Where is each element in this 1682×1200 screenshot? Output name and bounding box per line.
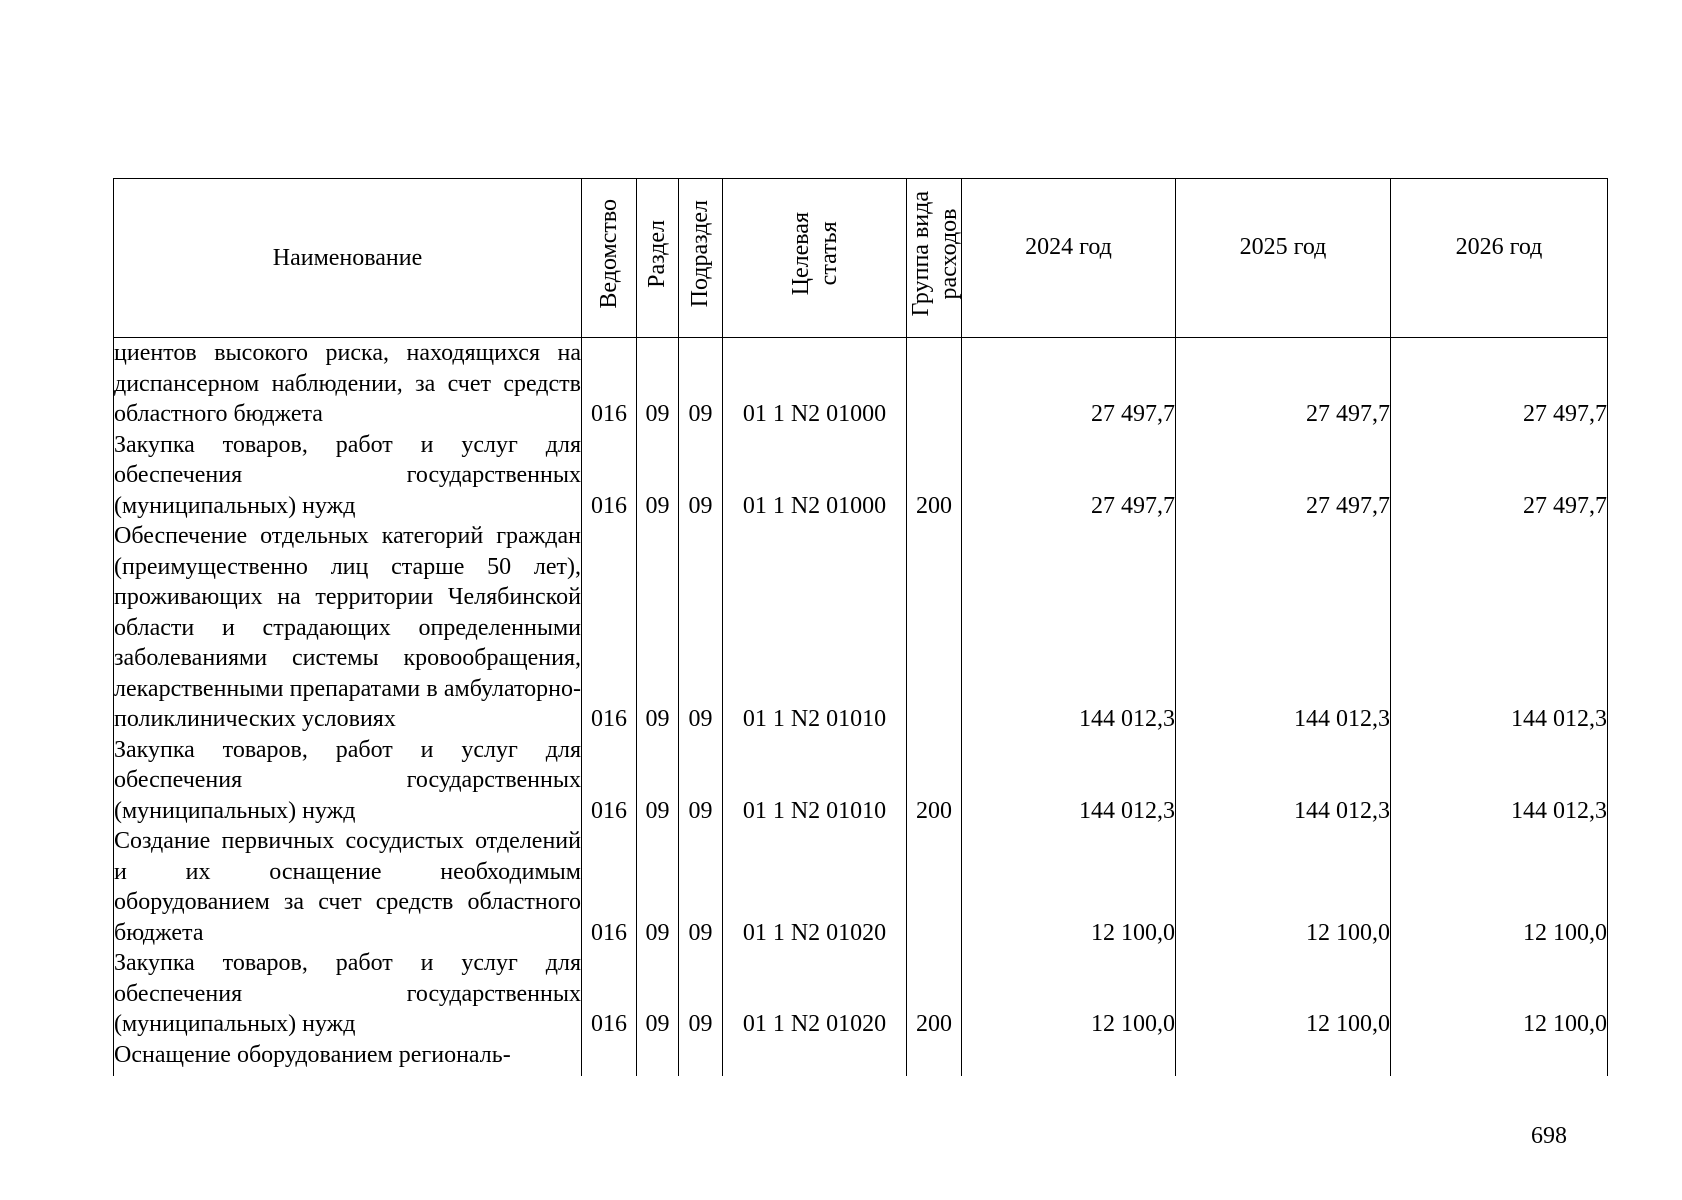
header-year-2025-label: 2025 год: [1239, 233, 1327, 260]
row-section: 09: [637, 430, 679, 522]
row-expense-group: [907, 338, 962, 430]
row-subsection: 09: [679, 826, 723, 948]
row-expense-group: [907, 1040, 962, 1076]
row-department: 016: [582, 430, 637, 522]
row-department: [582, 1040, 637, 1076]
header-year-2024: [962, 179, 1176, 338]
table-row: [114, 430, 1608, 522]
row-subsection: 09: [679, 430, 723, 522]
row-department: 016: [582, 735, 637, 827]
table-row: [114, 338, 1608, 430]
row-target: 01 1 N2 01010: [723, 735, 907, 827]
row-section: 09: [637, 521, 679, 735]
row-section: 09: [637, 735, 679, 827]
row-value-2024: [962, 1040, 1176, 1076]
header-year-2025: [1176, 179, 1391, 338]
budget-table: [113, 178, 1608, 1076]
header-expense-group-label: Группа вида расходов: [908, 191, 962, 317]
row-value-2025: 27 497,7: [1176, 430, 1391, 522]
row-value-2024: 12 100,0: [962, 948, 1176, 1040]
row-department: 016: [582, 948, 637, 1040]
header-year-2026-label: 2026 год: [1455, 233, 1543, 260]
row-expense-group: 200: [907, 948, 962, 1040]
row-value-2024: 27 497,7: [962, 338, 1176, 430]
row-name: Закупка товаров, работ и услуг для обеспечения государственных (муниципальных) нужд: [114, 735, 582, 827]
row-department: 016: [582, 338, 637, 430]
header-subsection: [679, 179, 723, 338]
row-expense-group: 200: [907, 430, 962, 522]
row-value-2025: 144 012,3: [1176, 735, 1391, 827]
row-value-2026: 12 100,0: [1391, 948, 1608, 1040]
row-value-2025: 144 012,3: [1176, 521, 1391, 735]
row-target: 01 1 N2 01020: [723, 826, 907, 948]
header-subsection-label: Подраздел: [687, 200, 714, 308]
row-name: Закупка товаров, работ и услуг для обеспечения государственных (муниципальных) нужд: [114, 948, 582, 1040]
row-section: [637, 1040, 679, 1076]
row-target: 01 1 N2 01000: [723, 430, 907, 522]
row-expense-group: [907, 521, 962, 735]
row-name: Создание первичных сосудистых отделений и их оснащение необходимым оборудованием за счет средств областного бюджета: [114, 826, 582, 948]
header-target: [723, 179, 907, 338]
row-value-2026: 27 497,7: [1391, 430, 1608, 522]
row-name: циентов высокого риска, находящихся на диспансерном наблюдении, за счет средств областного бюджета: [114, 338, 582, 430]
row-subsection: [679, 1040, 723, 1076]
row-name: Оснащение оборудованием региональ-: [114, 1040, 582, 1076]
row-subsection: 09: [679, 948, 723, 1040]
row-value-2026: [1391, 1040, 1608, 1076]
header-name-label: Наименование: [272, 244, 423, 271]
row-department: 016: [582, 826, 637, 948]
row-value-2024: 144 012,3: [962, 735, 1176, 827]
page-number: 698: [1531, 1123, 1567, 1149]
row-expense-group: [907, 826, 962, 948]
row-value-2026: 144 012,3: [1391, 735, 1608, 827]
row-section: 09: [637, 948, 679, 1040]
header-department-label: Ведомство: [595, 198, 622, 309]
row-target: 01 1 N2 01010: [723, 521, 907, 735]
header-section-label: Раздел: [644, 219, 671, 288]
header-expense-group: [907, 179, 962, 338]
table-row: [114, 826, 1608, 948]
header-year-2024-label: 2024 год: [1025, 233, 1112, 260]
header-department: [582, 179, 637, 338]
row-subsection: 09: [679, 521, 723, 735]
row-department: 016: [582, 521, 637, 735]
row-value-2026: 144 012,3: [1391, 521, 1608, 735]
header-section: [637, 179, 679, 338]
header-year-2026: [1391, 179, 1608, 338]
table-row: [114, 1040, 1608, 1076]
table-row: [114, 735, 1608, 827]
row-subsection: 09: [679, 735, 723, 827]
row-subsection: 09: [679, 338, 723, 430]
header-target-label: Целевая статья: [787, 212, 842, 296]
header-name: [114, 179, 582, 338]
row-value-2026: 27 497,7: [1391, 338, 1608, 430]
table-row: [114, 521, 1608, 735]
row-target: 01 1 N2 01020: [723, 948, 907, 1040]
row-value-2025: 27 497,7: [1176, 338, 1391, 430]
row-name: Обеспечение отдельных категорий граждан (преимущественно лиц старше 50 лет), проживающих на территории Челябинской области и страдающих определенными заболеваниями системы кровообращения, лекарственными препаратами в амбулаторно-поликлинических условиях: [114, 521, 582, 735]
row-value-2025: 12 100,0: [1176, 826, 1391, 948]
row-section: 09: [637, 338, 679, 430]
row-value-2025: [1176, 1040, 1391, 1076]
row-section: 09: [637, 826, 679, 948]
row-expense-group: 200: [907, 735, 962, 827]
row-value-2024: 12 100,0: [962, 826, 1176, 948]
table-row: [114, 948, 1608, 1040]
row-target: 01 1 N2 01000: [723, 338, 907, 430]
row-target: [723, 1040, 907, 1076]
row-name: Закупка товаров, работ и услуг для обеспечения государственных (муниципальных) нужд: [114, 430, 582, 522]
row-value-2024: 144 012,3: [962, 521, 1176, 735]
row-value-2026: 12 100,0: [1391, 826, 1608, 948]
row-value-2024: 27 497,7: [962, 430, 1176, 522]
table-header-row: [114, 179, 1608, 338]
row-value-2025: 12 100,0: [1176, 948, 1391, 1040]
